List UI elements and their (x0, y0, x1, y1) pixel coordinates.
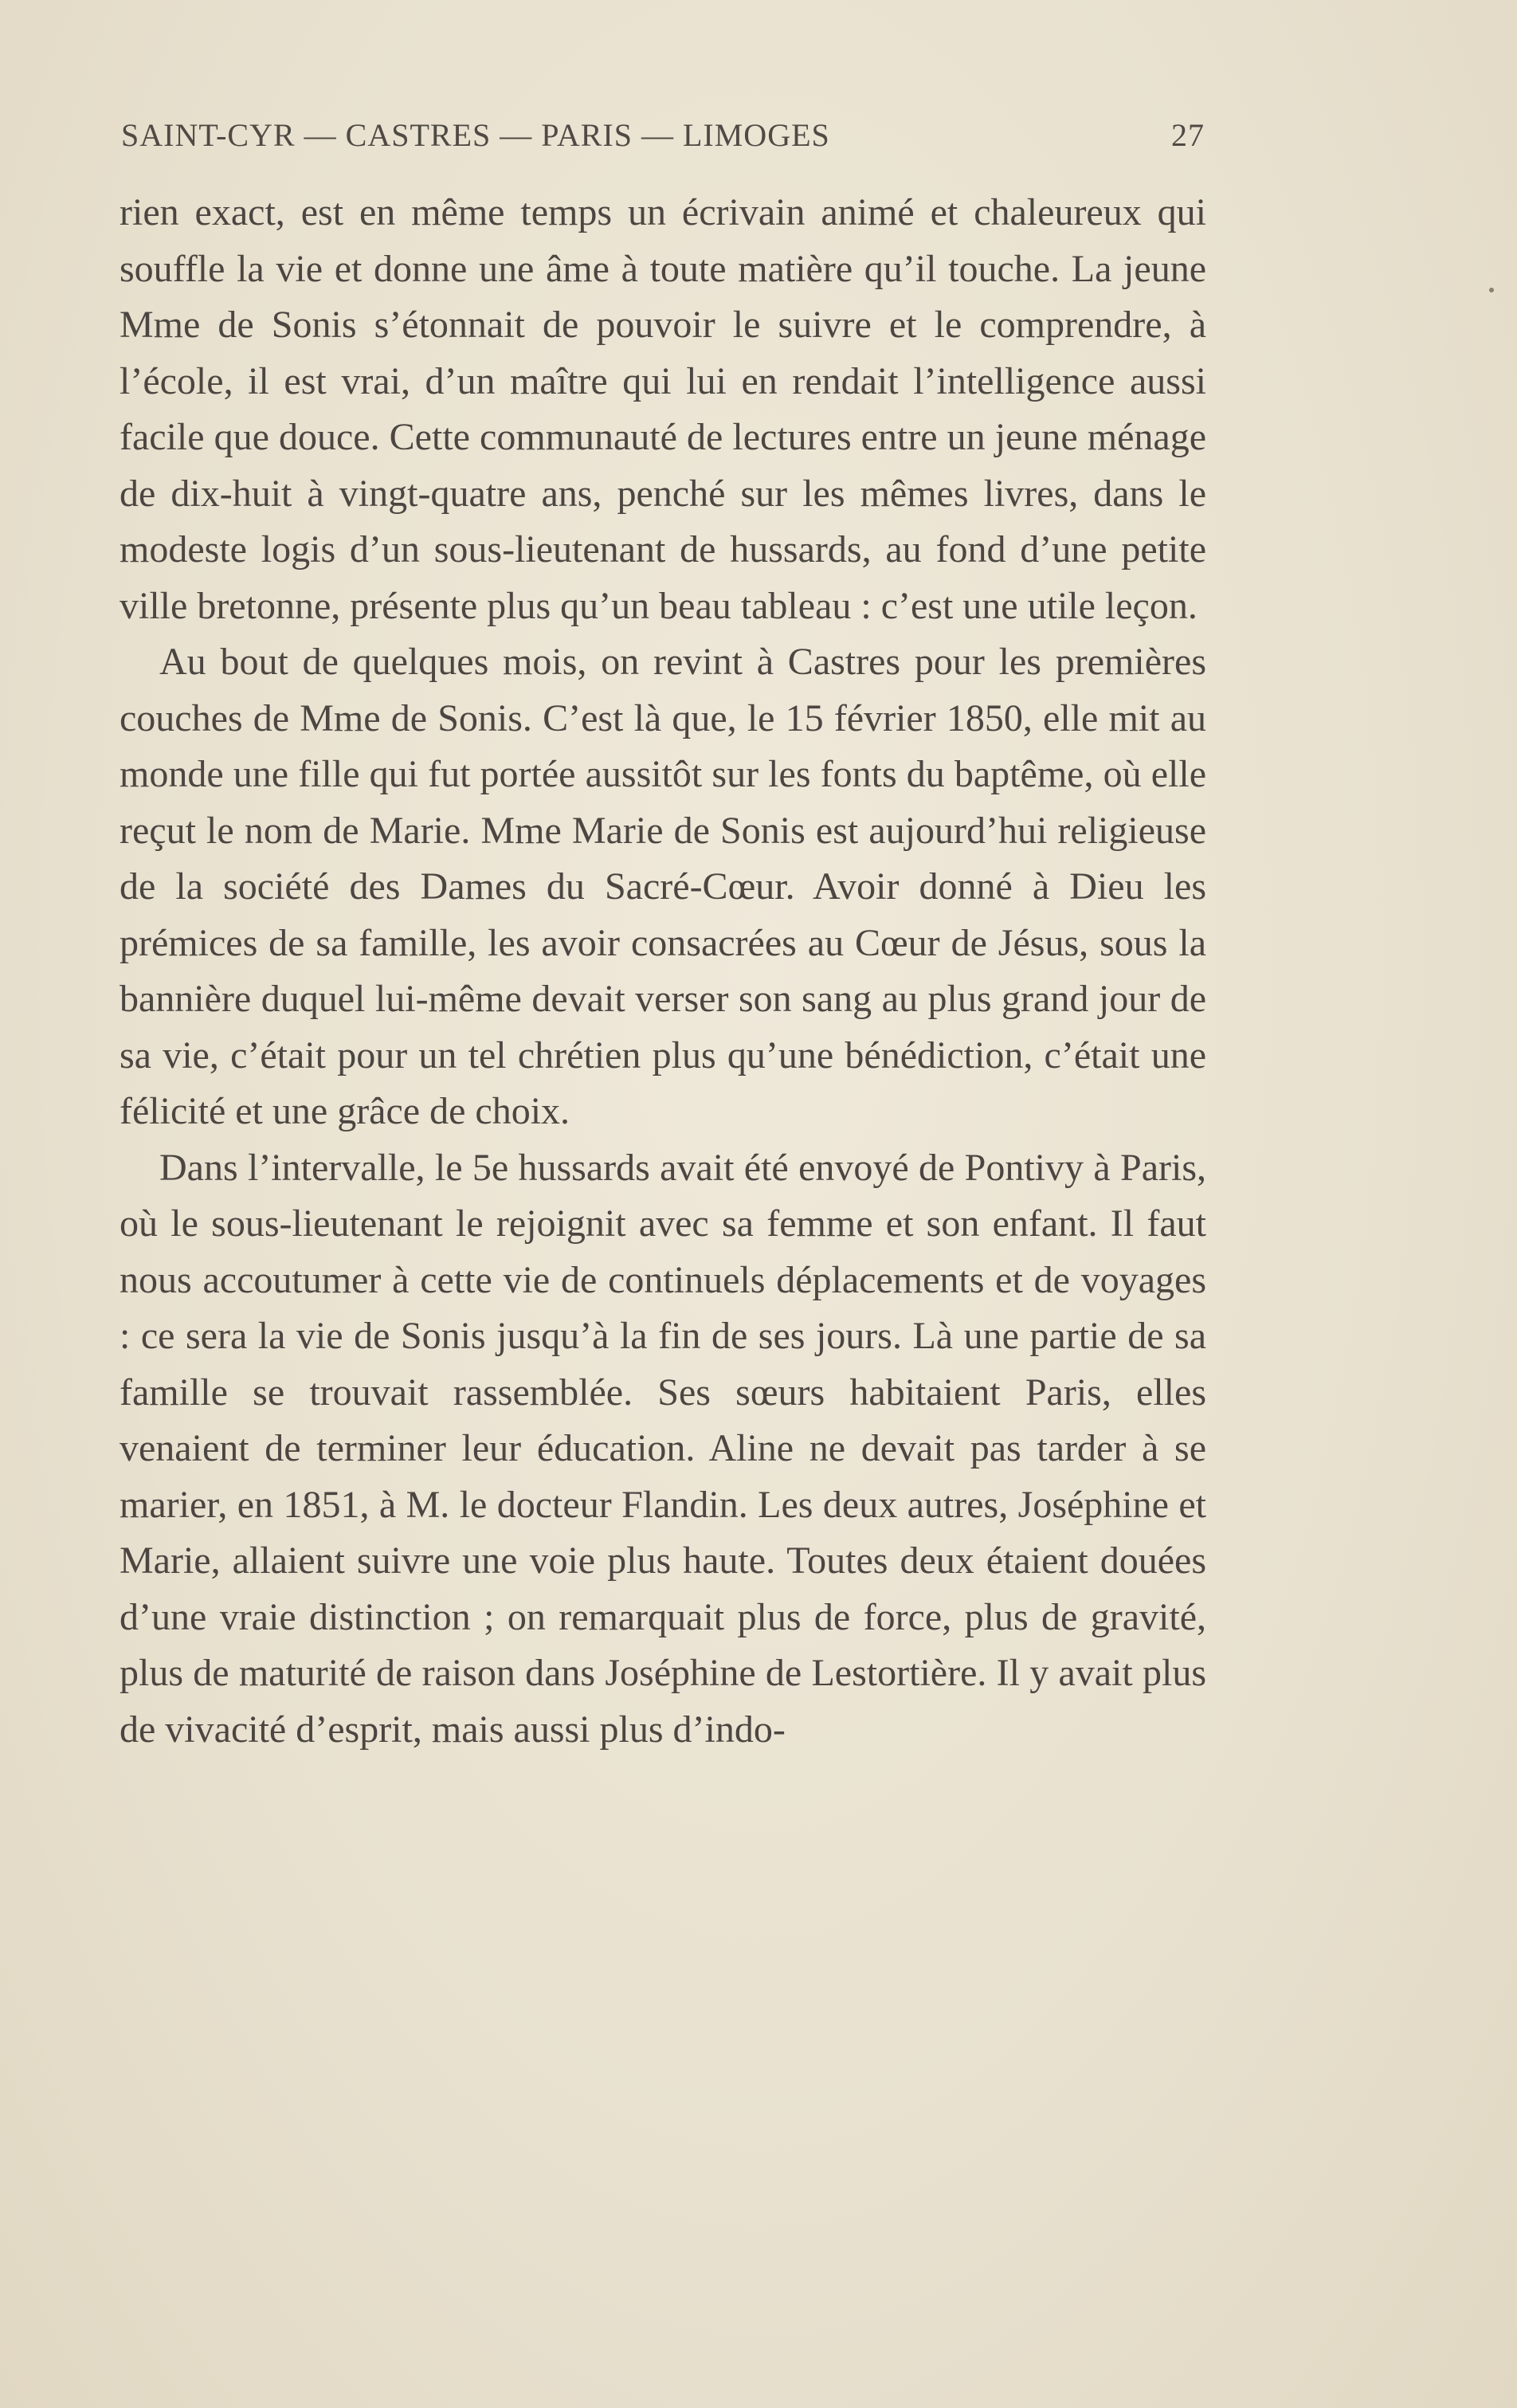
paragraph-3: Dans l’intervalle, le 5e hussards avait été envoyé de Pontivy à Paris, où le sous-lieutenant le rejoignit avec sa femme et son enfant. Il faut nous accoutumer à cette vie de continuels déplacements et de voyages : ce sera la vie de Sonis jusqu’à la fin de ses jours. Là une partie de sa famille se trouvait rassemblée. Ses sœurs habitaient Paris, elles venaient de terminer leur éducation. Aline ne devait pas tarder à se marier, en 1851, à M. le docteur Flandin. Les deux autres, Joséphine et Marie, allaient suivre une voie plus haute. Toutes deux étaient douées d’une vraie distinction ; on remarquait plus de force, plus de gravité, plus de maturité de raison dans Joséphine de Lestortière. Il y avait plus de vivacité d’esprit, mais aussi plus d’indo- (120, 1146, 1206, 1751)
page-number: 27 (1171, 117, 1205, 153)
paper-speck (1489, 288, 1494, 292)
paragraph-2: Au bout de quelques mois, on revint à Castres pour les premières couches de Mme de Sonis. C’est là que, le 15 février 1850, elle mit au monde une fille qui fut portée aussitôt sur les fonts du baptême, où elle reçut le nom de Marie. Mme Marie de Sonis est aujourd’hui religieuse de la société des Dames du Sacré-Cœur. Avoir donné à Dieu les prémices de sa famille, les avoir consacrées au Cœur de Jésus, sous la bannière duquel lui-même devait verser son sang au plus grand jour de sa vie, c’était pour un tel chrétien plus qu’une bénédiction, c’était une félicité et une grâce de choix. (120, 641, 1206, 1132)
paragraph-1: rien exact, est en même temps un écrivain animé et chaleureux qui souffle la vie et donne une âme à toute matière qu’il touche. La jeune Mme de Sonis s’étonnait de pouvoir le suivre et le comprendre, à l’école, il est vrai, d’un maître qui lui en rendait l’intelligence aussi facile que douce. Cette communauté de lectures entre un jeune ménage de dix-huit à vingt-quatre ans, penché sur les mêmes livres, dans le modeste logis d’un sous-lieutenant de hussards, au fond d’une petite ville bretonne, présente plus qu’un beau tableau : c’est une utile leçon. (120, 191, 1206, 627)
running-head: SAINT-CYR — CASTRES — PARIS — LIMOGES (121, 117, 830, 153)
page-header (121, 110, 1205, 166)
body-text (120, 185, 1206, 1758)
